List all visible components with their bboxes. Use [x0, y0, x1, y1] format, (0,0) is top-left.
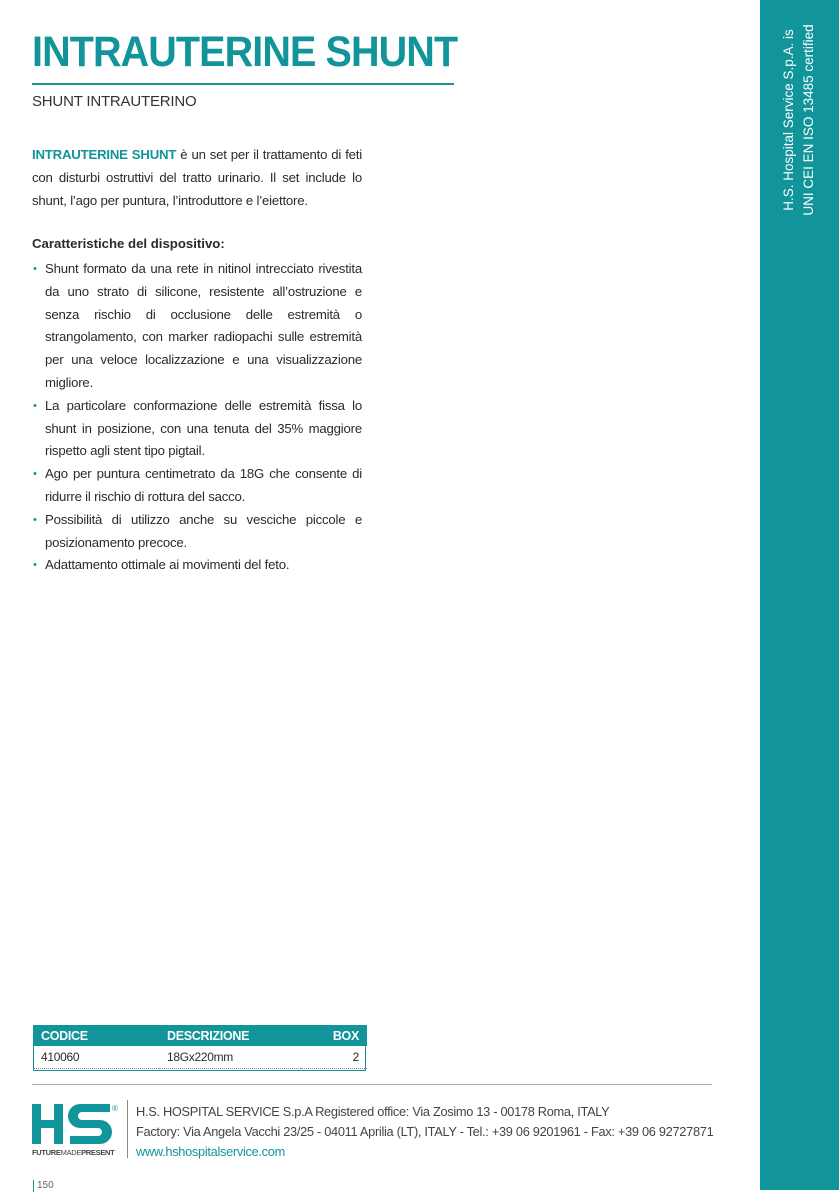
feature-item: [32, 509, 362, 555]
page-subtitle: SHUNT INTRAUTERINO: [32, 93, 197, 110]
bullet-icon: •: [33, 399, 37, 412]
feature-text: Adattamento ottimale ai movimenti del feto.: [45, 557, 290, 573]
header-code: CODICE: [33, 1025, 159, 1046]
features-list: [32, 258, 362, 577]
feature-text: Possibilità di utilizzo anche su vesciche piccole e posizionamento precoce.: [45, 511, 362, 550]
certification-line-1: H.S. Hospital Service S.p.A. is: [781, 29, 796, 211]
title-underline: [32, 83, 454, 85]
tagline-made: MADE: [60, 1148, 82, 1157]
page-number: 150: [33, 1180, 54, 1192]
product-table: [33, 1025, 367, 1069]
footer-vertical-divider: [127, 1100, 128, 1158]
page-title: INTRAUTERINE SHUNT: [32, 28, 458, 76]
feature-item: [32, 258, 362, 395]
feature-text: La particolare conformazione delle estremità fissa lo shunt in posizione, con una tenuta del 35% maggiore rispetto agli stent tipo pigtail.: [45, 397, 362, 459]
feature-text: Ago per puntura centimetrato da 18G che consente di ridurre il rischio di rottura del sacco.: [45, 466, 362, 504]
logo-tagline: [32, 1148, 114, 1157]
footer-factory: Factory: Via Angela Vacchi 23/25 - 04011 Aprilia (LT), ITALY - Tel.: +39 06 9201961 - Fax: +39 06 92727871: [136, 1124, 714, 1139]
bullet-icon: •: [33, 263, 37, 275]
feature-item: [32, 395, 362, 463]
certification-text: [779, 24, 819, 215]
header-description: DESCRIZIONE: [159, 1025, 301, 1046]
certification-line-2: UNI CEI EN ISO 13485 certified: [801, 24, 816, 216]
tagline-future: FUTURE: [32, 1148, 61, 1157]
footer-registered-office: H.S. HOSPITAL SERVICE S.p.A Registered office: Via Zosimo 13 - 00178 Roma, ITALY: [136, 1104, 610, 1119]
table-row: [33, 1046, 367, 1069]
tagline-present: PRESENT: [81, 1148, 115, 1157]
cell-box: 2: [301, 1046, 367, 1069]
bullet-icon: •: [33, 468, 37, 481]
features-heading: Caratteristiche del dispositivo:: [32, 236, 225, 251]
cell-description: 18Gx220mm: [159, 1046, 301, 1069]
footer-address: [136, 1102, 713, 1162]
feature-text: Shunt formato da una rete in nitinol intrecciato rivestita da uno strato di silicone, resistente all’ostruzione e senza rischio di occlusione delle estremità o strangolamento, con marker radiopachi sulle estremità per una veloce localizzazione e una visualizzazione migliore.: [45, 261, 362, 390]
header-box: BOX: [301, 1025, 367, 1046]
intro-paragraph: [32, 144, 362, 212]
bullet-icon: •: [33, 559, 37, 572]
intro-text: è un set per il trattamento di feti con disturbi ostruttivi del tratto urinario. Il set include lo shunt, l’ago per puntura, l’introduttore e l’eiettore.: [32, 147, 362, 208]
footer-divider-line: [32, 1084, 712, 1085]
footer-website-link[interactable]: www.hshospitalservice.com: [136, 1144, 285, 1159]
registered-mark: ®: [112, 1104, 118, 1113]
cell-code: 410060: [33, 1046, 159, 1069]
feature-item: [32, 554, 362, 577]
bullet-icon: •: [33, 513, 37, 526]
intro-brand-name: INTRAUTERINE SHUNT: [32, 147, 177, 162]
table-header-row: [33, 1025, 367, 1046]
feature-item: [32, 463, 362, 509]
certification-sidebar: [760, 0, 839, 1190]
